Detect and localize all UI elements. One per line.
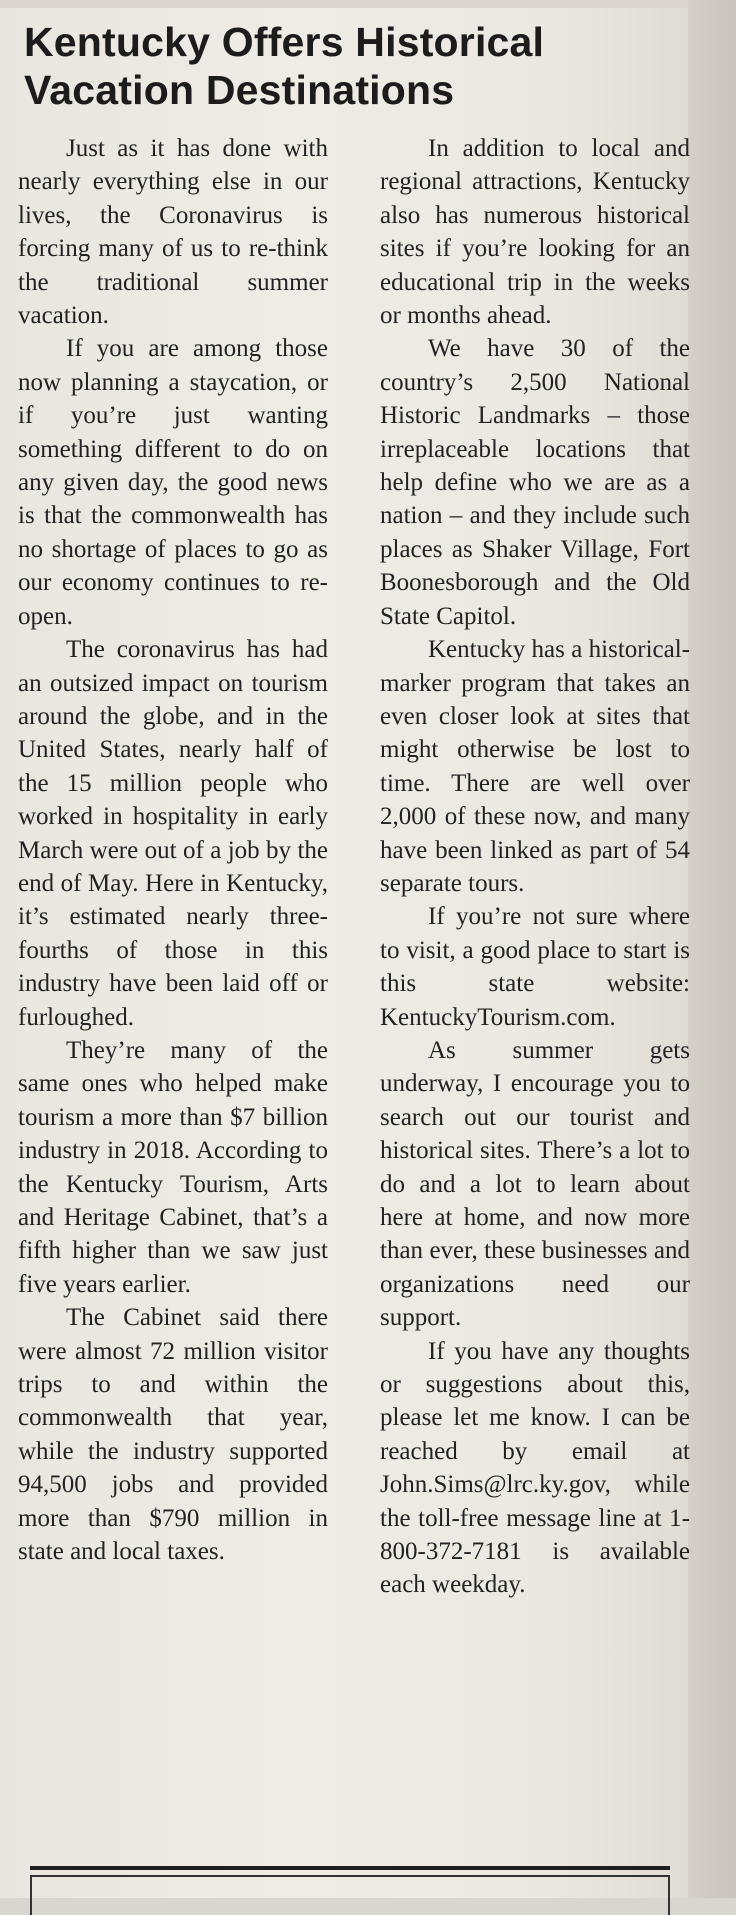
paragraph: The Cabinet said there were almost 72 million visitor trips to and within the commonwealth that year, while the industry supported 94,500 jobs and provided more than $790 million in state and local taxes. xyxy=(18,1304,328,1566)
headline-line-1: Kentucky Offers Historical xyxy=(24,19,545,65)
paragraph: The coronavirus has had an outsized impact on tourism around the globe, and in the United States, nearly half of the 15 million people who worked in hospitality in early March were out of a job by the end of May. Here in Kentucky, it’s estimated nearly three-fourths of those in this industry have been laid off or furloughed. xyxy=(18,636,328,1031)
adjacent-page-edge xyxy=(688,0,736,1898)
page-top-edge xyxy=(0,0,736,8)
paragraph: Kentucky has a historical-marker program that takes an even closer look at sites that might otherwise be lost to time. There are well over 2,000 of these now, and many have been linked as part of 54 separate tours. xyxy=(380,636,690,897)
paragraph: If you have any thoughts or suggestions about this, please let me know. I can be reached by email at John.Sims@lrc.ky.gov, while the toll-free message line at 1-800-372-7181 is available each weekday. xyxy=(380,1337,690,1599)
paragraph: If you’re not sure where to visit, a good place to start is this state website: KentuckyTourism.com. xyxy=(380,903,690,1031)
paragraph: We have 30 of the country’s 2,500 National Historic Landmarks – those irreplaceable locations that help define who we are as a nation – and they include such places as Shaker Village, Fort Boonesborough and the Old State Capitol. xyxy=(380,335,690,630)
article-columns xyxy=(18,132,690,1602)
right-column xyxy=(380,132,690,1602)
left-column xyxy=(18,132,328,1602)
article xyxy=(18,18,690,1602)
paragraph: As summer gets underway, I encourage you to search out our tourist and historical sites. There’s a lot to do and a lot to learn about here at home, and now more than ever, these businesses and organizations need our support. xyxy=(380,1036,690,1332)
paragraph: Just as it has done with nearly everything else in our lives, the Coronavirus is forcing many of us to re-think the traditional summer vacation. xyxy=(18,135,328,330)
paragraph: They’re many of the same ones who helped make tourism a more than $7 billion industry in 2018. According to the Kentucky Tourism, Arts and Heritage Cabinet, that’s a fifth higher than we saw just five years earlier. xyxy=(18,1036,328,1298)
paragraph: If you are among those now planning a staycation, or if you’re just wanting something different to do on any given day, the good news is that the commonwealth has no shortage of places to go as our economy continues to re-open. xyxy=(18,335,328,630)
bottom-divider xyxy=(30,1866,670,1870)
headline xyxy=(24,18,690,114)
paragraph: In addition to local and regional attractions, Kentucky also has numerous historical sites if you’re looking for an educational trip in the weeks or months ahead. xyxy=(380,135,690,330)
next-article-box xyxy=(30,1875,670,1915)
headline-line-2: Vacation Destinations xyxy=(24,67,455,113)
